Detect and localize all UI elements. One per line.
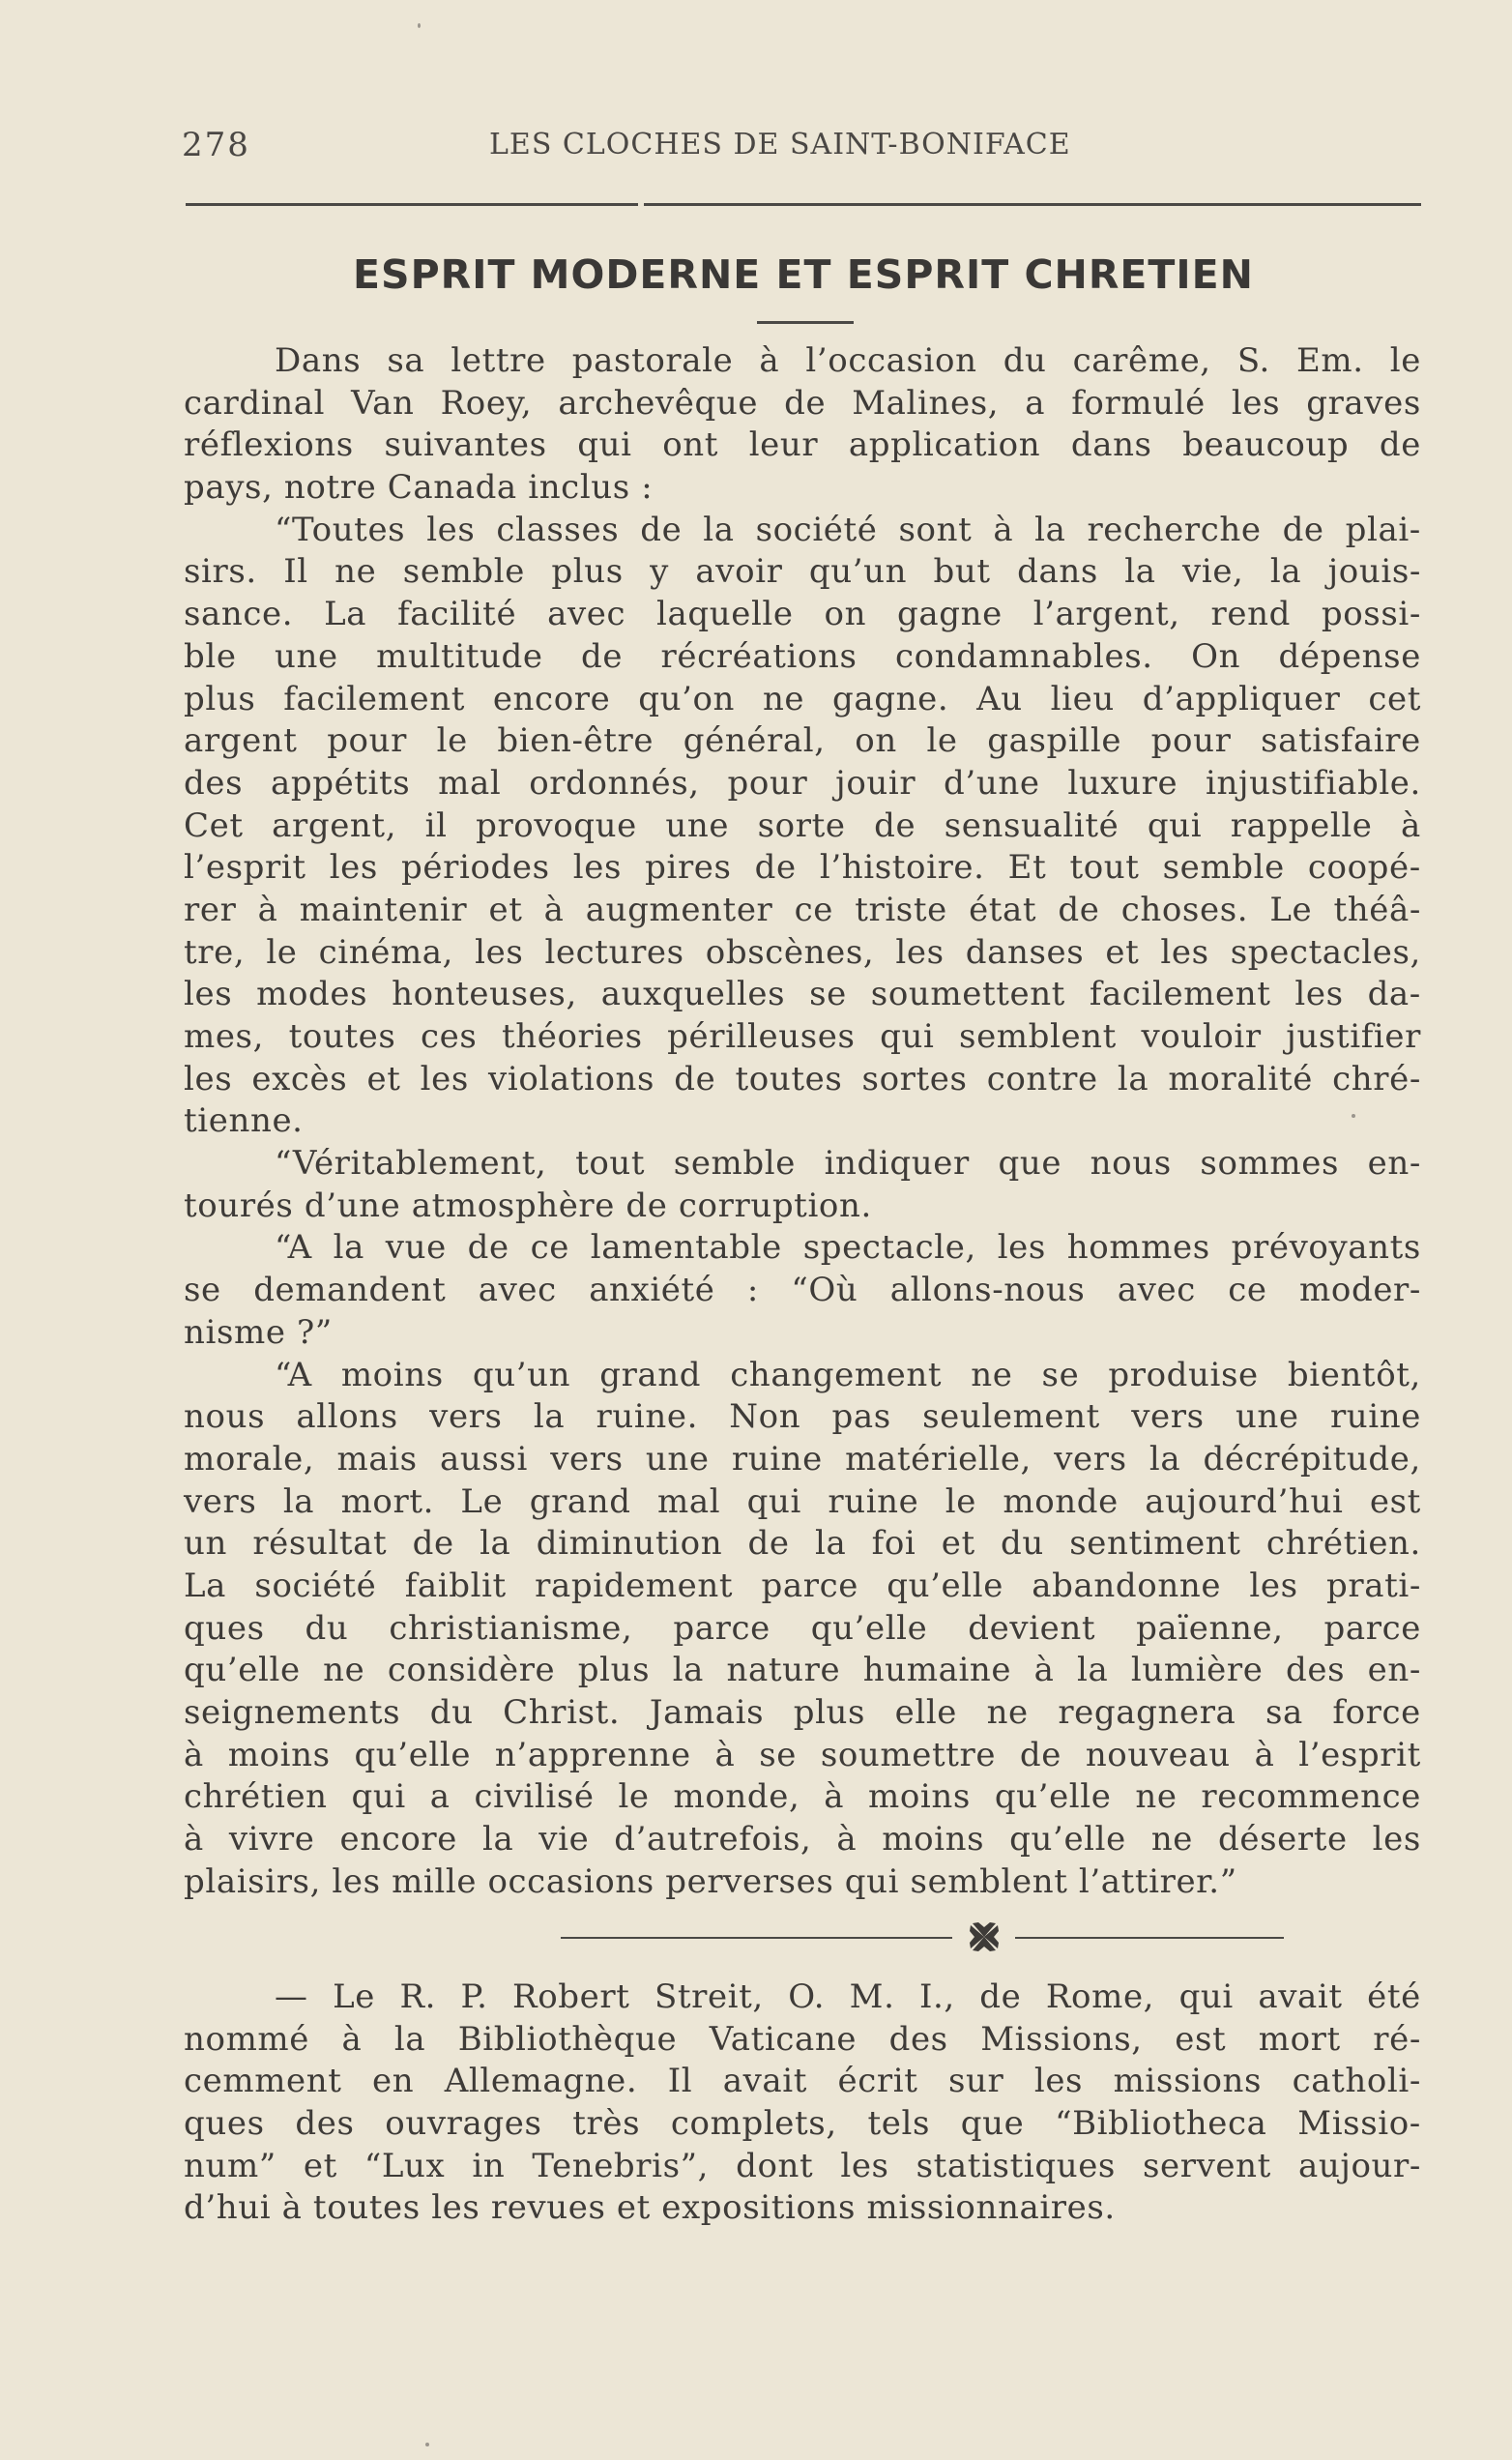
text-line: plaisirs, les mille occasions perverses qui semblent l’attirer.” — [184, 1861, 1237, 1901]
text-line: seignements du Christ. Jamais plus elle ne regagnera sa force — [184, 1693, 1421, 1732]
text-line: à vivre encore la vie d’autrefois, à moins qu’elle ne déserte les — [184, 1820, 1421, 1860]
text-line: à moins qu’elle n’apprenne à se soumettre de nouveau à l’esprit — [184, 1735, 1421, 1774]
header-rule — [186, 203, 1421, 206]
text-line: l’esprit les périodes les pires de l’histoire. Et tout semble coopé- — [184, 848, 1421, 888]
text-line: num” et “Lux in Tenebris”, dont les statistiques servent aujour- — [184, 2146, 1421, 2185]
section-divider — [184, 1918, 1421, 1956]
text-line: morale, mais aussi vers une ruine matérielle, vers la décrépitude, — [184, 1439, 1421, 1479]
running-title: LES CLOCHES DE SAINT-BONIFACE — [489, 128, 1071, 161]
text-line: pays, notre Canada inclus : — [184, 468, 654, 508]
text-line: ques du christianisme, parce qu’elle devient païenne, parce — [184, 1608, 1421, 1648]
running-head — [182, 126, 1421, 174]
text-line: vers la mort. Le grand mal qui ruine le monde aujourd’hui est — [184, 1481, 1421, 1521]
page-number: 278 — [182, 126, 250, 164]
text-line: cardinal Van Roey, archevêque de Malines, a formulé les graves — [184, 383, 1421, 423]
text-line: cemment en Allemagne. Il avait écrit sur les missions catholi- — [184, 2062, 1421, 2101]
text-line: sirs. Il ne semble plus y avoir qu’un but dans la vie, la jouis- — [184, 552, 1421, 592]
text-line: réflexions suivantes qui ont leur application dans beaucoup de — [184, 425, 1421, 465]
paper-speck — [418, 23, 421, 28]
text-line: argent pour le bien-être général, on le gaspille pour satisfaire — [184, 721, 1421, 761]
title-rule — [757, 321, 854, 324]
text-line: des appétits mal ordonnés, pour jouir d’une luxure injustifiable. — [184, 763, 1421, 803]
paper-speck — [425, 2443, 429, 2446]
paper-speck — [1352, 1114, 1355, 1118]
divider-rule-right — [1015, 1937, 1284, 1939]
text-line: — Le R. P. Robert Streit, O. M. I., de Rome, qui avait été — [275, 1977, 1421, 2016]
text-line: Dans sa lettre pastorale à l’occasion du carême, S. Em. le — [275, 341, 1421, 380]
maltese-cross-icon — [967, 1919, 1002, 1954]
text-line: “Toutes les classes de la société sont à la recherche de plai- — [275, 510, 1421, 549]
text-line: Cet argent, il provoque une sorte de sensualité qui rappelle à — [184, 805, 1421, 845]
text-line: nous allons vers la ruine. Non pas seulement vers une ruine — [184, 1397, 1421, 1437]
text-line: tienne. — [184, 1101, 304, 1141]
text-line: nommé à la Bibliothèque Vaticane des Missions, est mort ré- — [184, 2019, 1421, 2059]
text-line: un résultat de la diminution de la foi et du sentiment chrétien. — [184, 1524, 1421, 1564]
news-note — [184, 1977, 1421, 2230]
text-line: “A moins qu’un grand changement ne se produise bientôt, — [275, 1355, 1421, 1394]
text-line: La société faiblit rapidement parce qu’elle abandonne les prati- — [184, 1566, 1421, 1605]
article-body — [184, 340, 1421, 1903]
text-line: plus facilement encore qu’on ne gagne. Au lieu d’appliquer cet — [184, 679, 1421, 718]
text-line: tourés d’une atmosphère de corruption. — [184, 1186, 872, 1225]
text-line: “Véritablement, tout semble indiquer que nous sommes en- — [275, 1144, 1421, 1184]
text-line: d’hui à toutes les revues et expositions missionnaires. — [184, 2188, 1116, 2228]
text-line: mes, toutes ces théories périlleuses qui semblent vouloir justifier — [184, 1017, 1421, 1056]
article-title: ESPRIT MODERNE ET ESPRIT CHRETIEN — [353, 251, 1254, 298]
text-line: ble une multitude de récréations condamnables. On dépense — [184, 636, 1421, 676]
text-line: se demandent avec anxiété : “Où allons-nous avec ce moder- — [184, 1271, 1421, 1310]
text-line: “A la vue de ce lamentable spectacle, les hommes prévoyants — [275, 1228, 1421, 1268]
text-line: les excès et les violations de toutes sortes contre la moralité chré- — [184, 1059, 1421, 1098]
divider-rule-left — [561, 1937, 952, 1939]
text-line: rer à maintenir et à augmenter ce triste état de choses. Le théâ- — [184, 890, 1421, 929]
text-line: les modes honteuses, auxquelles se soumettent facilement les da- — [184, 975, 1421, 1014]
text-line: chrétien qui a civilisé le monde, à moins qu’elle ne recommence — [184, 1777, 1421, 1817]
text-line: ques des ouvrages très complets, tels que “Bibliotheca Missio- — [184, 2104, 1421, 2144]
text-line: nisme ?” — [184, 1312, 333, 1352]
text-line: sance. La facilité avec laquelle on gagne l’argent, rend possi- — [184, 595, 1421, 634]
text-line: qu’elle ne considère plus la nature humaine à la lumière des en- — [184, 1651, 1421, 1690]
text-line: tre, le cinéma, les lectures obscènes, les danses et les spectacles, — [184, 932, 1421, 972]
